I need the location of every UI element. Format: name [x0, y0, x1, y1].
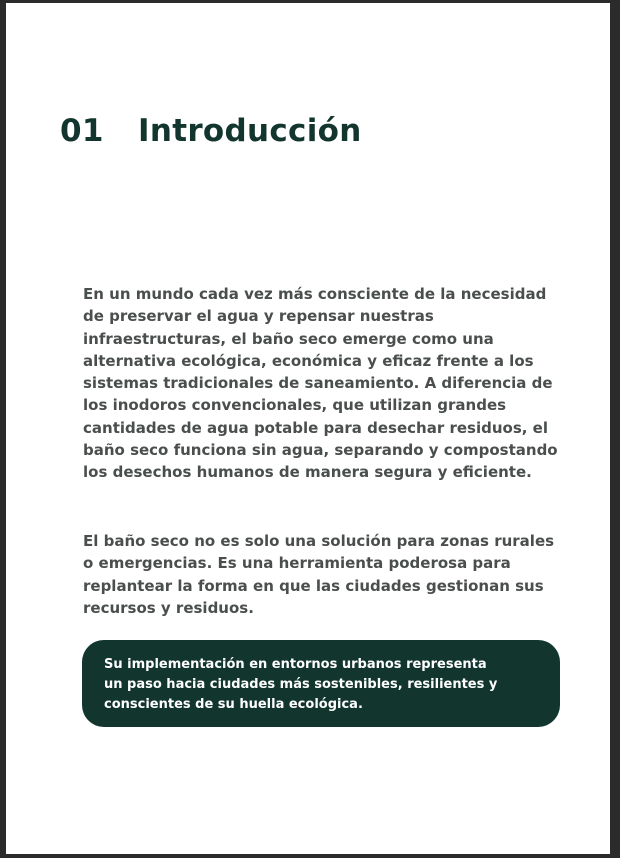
section-number: 01 — [60, 113, 104, 149]
second-paragraph: El baño seco no es solo una solución para zonas rurales o emergencias. Es una herramienta poderosa para replantear la forma en que las ciudades gestionan sus recursos y residuos. — [83, 532, 555, 617]
highlight-callout — [82, 640, 560, 727]
document-page — [6, 3, 610, 854]
section-title: Introducción — [138, 113, 362, 149]
section-heading — [60, 113, 362, 149]
intro-paragraph: En un mundo cada vez más consciente de la necesidad de preservar el agua y repensar nuestras infraestructuras, el baño seco emerge como una alternativa ecológica, económica y eficaz frente a los sistemas tradicionales de saneamiento. A diferencia de los inodoros convencionales, que utilizan grandes cantidades de agua potable para desechar residuos, el baño seco funciona sin agua, separando y compostando los desechos humanos de manera segura y eficiente. — [83, 285, 558, 482]
callout-text: Su implementación en entornos urbanos representa un paso hacia ciudades más sostenibles, resilientes y conscientes de su huella ecológica. — [104, 657, 498, 712]
